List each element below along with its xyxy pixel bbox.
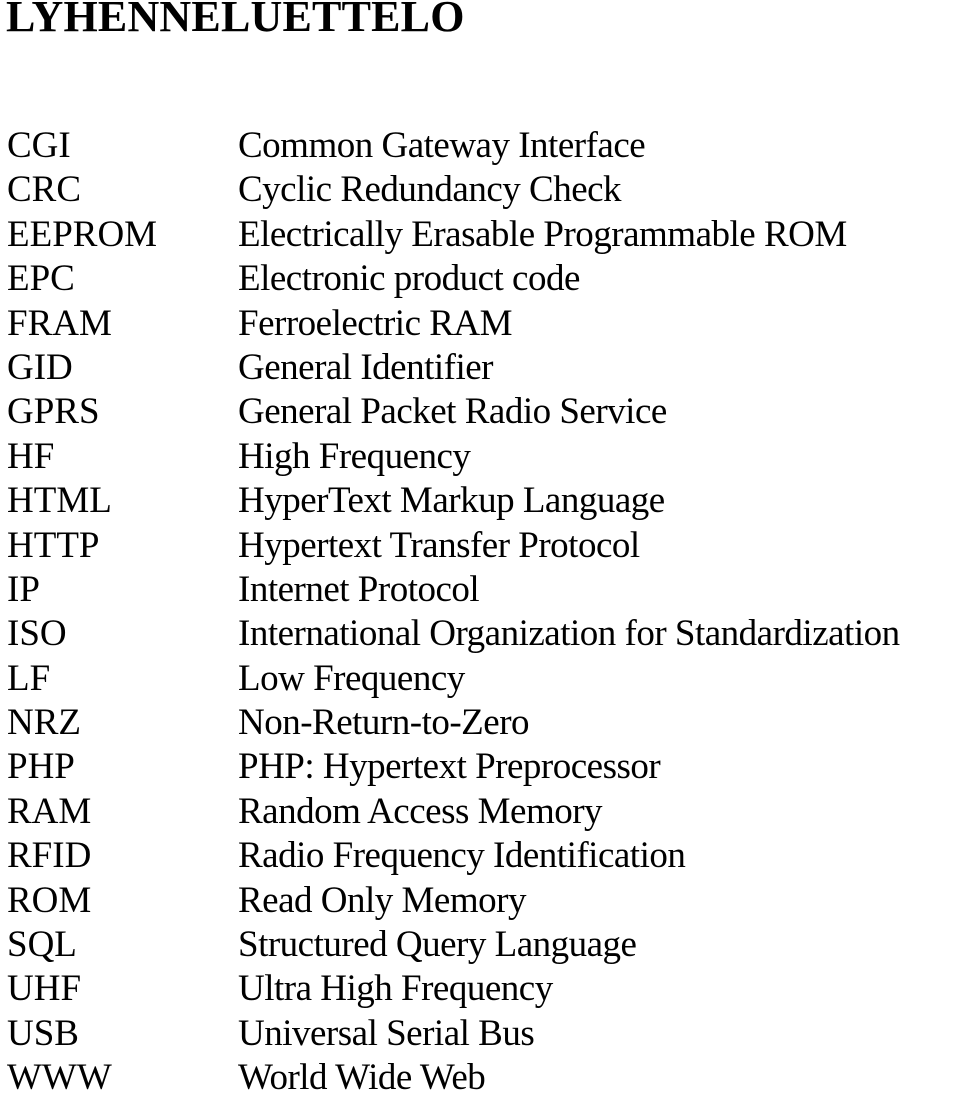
list-item (0, 1056, 960, 1100)
abbreviation: EEPROM (7, 213, 158, 255)
abbreviation: CGI (7, 125, 71, 166)
list-item (0, 745, 960, 789)
abbreviation-expansion: General Packet Radio Service (238, 391, 667, 433)
abbreviation-expansion: Non-Return-to-Zero (238, 702, 530, 744)
abbreviation-expansion: Universal Serial Bus (238, 1012, 535, 1054)
abbreviation: UHF (7, 968, 82, 1010)
list-item (0, 524, 960, 568)
abbreviation-expansion: World Wide Web (238, 1057, 486, 1099)
list-item (0, 346, 960, 390)
abbreviation: LF (7, 657, 51, 699)
list-item (0, 302, 960, 346)
list-item (0, 257, 960, 301)
abbreviation-expansion: International Organization for Standardization (238, 613, 900, 655)
list-item (0, 612, 960, 656)
abbreviation: CRC (7, 169, 82, 211)
abbreviation: RFID (7, 835, 92, 877)
abbreviation: USB (7, 1012, 79, 1054)
abbreviation-expansion: Common Gateway Interface (238, 125, 646, 166)
abbreviation-expansion: Electronic product code (238, 258, 580, 300)
abbreviation-expansion: Random Access Memory (238, 790, 603, 832)
list-item (0, 657, 960, 701)
list-item (0, 479, 960, 523)
abbreviation: ISO (7, 613, 67, 655)
list-item (0, 390, 960, 434)
abbreviation-expansion: Structured Query Language (238, 924, 637, 966)
list-item (0, 213, 960, 257)
abbreviation-expansion: Ultra High Frequency (238, 968, 553, 1010)
abbreviation: GPRS (7, 391, 100, 433)
abbreviation: ROM (7, 879, 92, 921)
abbreviation: RAM (7, 790, 92, 832)
page-title: LYHENNELUETTELO (6, 0, 465, 41)
abbreviation: EPC (7, 258, 75, 300)
abbreviation-expansion: Hypertext Transfer Protocol (238, 524, 640, 566)
abbreviation: SQL (7, 924, 77, 966)
abbreviation: WWW (7, 1057, 112, 1099)
list-item (0, 168, 960, 212)
abbreviation: GID (7, 346, 73, 388)
abbreviation: HTTP (7, 524, 100, 566)
list-item (0, 879, 960, 923)
list-item (0, 701, 960, 745)
list-item (0, 834, 960, 878)
abbreviation: NRZ (7, 702, 81, 744)
abbreviation-expansion: Radio Frequency Identification (238, 835, 686, 877)
list-item (0, 568, 960, 612)
abbreviation: HF (7, 435, 55, 477)
abbreviation-list (0, 124, 960, 1101)
abbreviation: PHP (7, 746, 75, 788)
list-item (0, 790, 960, 834)
list-item (0, 1012, 960, 1056)
abbreviation: HTML (7, 480, 112, 522)
abbreviation-expansion: Internet Protocol (238, 568, 480, 610)
list-item (0, 967, 960, 1011)
abbreviation-expansion: HyperText Markup Language (238, 480, 665, 522)
abbreviation: FRAM (7, 302, 112, 344)
abbreviation-expansion: High Frequency (238, 435, 471, 477)
abbreviation-expansion: Cyclic Redundancy Check (238, 169, 622, 211)
abbreviation-expansion: Ferroelectric RAM (238, 302, 513, 344)
abbreviation-expansion: Read Only Memory (238, 879, 526, 921)
list-item (0, 435, 960, 479)
list-item (0, 124, 960, 168)
abbreviation-expansion: PHP: Hypertext Preprocessor (238, 746, 661, 788)
abbreviation-expansion: General Identifier (238, 346, 493, 388)
abbreviation: IP (7, 568, 40, 610)
abbreviation-expansion: Low Frequency (238, 657, 465, 699)
abbreviation-expansion: Electrically Erasable Programmable ROM (238, 213, 847, 255)
list-item (0, 923, 960, 967)
